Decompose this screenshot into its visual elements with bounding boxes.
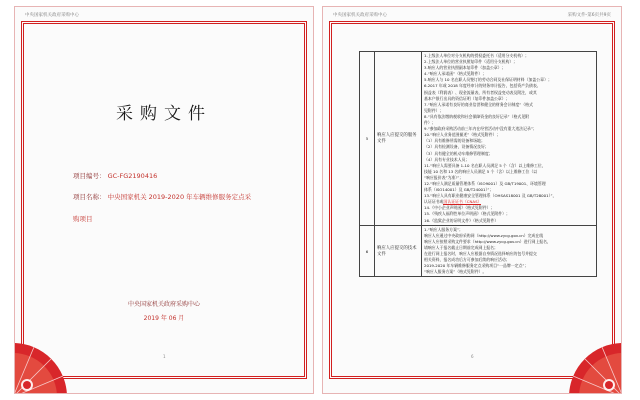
row-content xyxy=(422,52,597,226)
page-header-left: 中央国家机关政府采购中心 xyxy=(333,13,387,18)
row-number: 5 xyxy=(360,52,375,226)
issuer: 中央国家机关政府采购中心 xyxy=(127,301,200,308)
content-line: 2019-2020 年车辆维修服务定点采购项目“一品牌一定点”； xyxy=(424,263,529,269)
project-number-value: GC-FG2190416 xyxy=(107,172,158,180)
page-number: 6 xyxy=(471,354,474,359)
content-line: 7.“响应人承诺有良好的商业信誉和健全的财务会计制度”（格式 xyxy=(424,101,533,107)
table-row xyxy=(360,52,597,226)
content-line: 体系（ISO14001）及 GB/T24001）”； xyxy=(424,187,494,193)
document-title: 采购文件 xyxy=(116,104,212,124)
content-line: 1.“响应人服务方案”； xyxy=(424,226,463,232)
content-line: 10.“响应人业务范围描述”（格式见附件）； xyxy=(424,132,501,138)
content-line: 响应人应通过中央政府采购网（http://www.zycg.gov.cn）完成在线 xyxy=(424,232,544,238)
content-line: 14.《中小企业声明函》（格式见附件）； xyxy=(424,205,495,211)
content-line: 15.《残疾人福利性单位声明函》（格式见附件）； xyxy=(424,211,510,217)
content-line: 基本户银行出具的资信证明（复印件加盖公章）； xyxy=(424,95,510,101)
content-line: 9.“参加政府采购活动前三年内在经营活动中没有重大违法记录”； xyxy=(424,126,537,132)
page-header: 采购文件-第6页共9页 xyxy=(567,13,611,18)
content-line: 8.“具有依法缴纳税收和社会保障资金的良好记录”（格式见附 xyxy=(424,113,530,119)
row-content xyxy=(422,225,597,277)
content-line: （1）具有维修所需的设备和场地； xyxy=(424,138,485,144)
row-category: 响应人应提交的技术文件 xyxy=(375,225,422,277)
content-line: 技能 10 名和 13 名的响应人员满足 5 个（含）以上维修工位（以 xyxy=(424,168,538,174)
project-name-value-cont: 购项目 xyxy=(73,215,93,223)
table-row xyxy=(360,225,597,277)
page-number: 1 xyxy=(163,354,166,359)
row-number: 6 xyxy=(360,225,375,277)
content-line: “响应人服务方案”（格式见附件）。 xyxy=(424,269,487,275)
content-line: 1.上级法人单位对分支机构的授权委托书（适用分支机构）； xyxy=(424,53,529,58)
content-line: 请响应人于报名截止日期前完成网上报名； xyxy=(424,244,498,250)
project-name xyxy=(73,192,251,201)
content-line: 11.“响应人需要具备 1-10 名在职人员满足 5 个（含）以上维修工位， xyxy=(424,162,546,168)
content-line: 16.《监狱企业的证明文件》（格式见附件） xyxy=(424,217,499,223)
issue-date: 2019 年 06 月 xyxy=(143,315,185,322)
content-line: 2.上级法人单位的营业执照复印件（适用分支机构）； xyxy=(424,59,518,65)
content-line: 见附件）； xyxy=(424,107,444,113)
content-line: 5.响应人与 10 名在职人员签订的劳动合同及社保证明材料（加盖公章）； xyxy=(424,77,552,83)
content-line: （3）具有健全的机动车维修管理制度； xyxy=(424,150,493,156)
row-category: 响应人应提交的服务文件 xyxy=(375,52,422,226)
project-name-value: 中央国家机关 2019-2020 年车辆维修服务定点采 xyxy=(107,193,252,201)
content-line: “响应报价表”为准）”； xyxy=(424,174,464,180)
content-line: 4.“响应人承诺函”（格式见附件）； xyxy=(424,71,487,77)
content-line: 6.2017 年或 2018 年度经审计的财务审计报告，包括资产负债表、 xyxy=(424,83,541,89)
paper-fan-decoration xyxy=(14,339,87,394)
project-name-label: 项目名称： xyxy=(73,193,106,201)
content-line: 12.“响应人满足质量管理体系（ISO9001）及 GB/T19001、环境管理 xyxy=(424,180,546,186)
cover-page xyxy=(14,6,314,394)
content-line: （4）具有专业技术人员； xyxy=(424,156,470,162)
page-header: 中央国家机关政府采购中心 xyxy=(25,13,79,18)
content-line: 件）； xyxy=(424,120,436,126)
highlighted-text: 国认证证书（CNAS） xyxy=(443,199,482,205)
paper-fan-decoration xyxy=(549,339,622,394)
content-line: 相关资料，报名成功后方可参加后续的响应活动； xyxy=(424,257,510,263)
requirements-page xyxy=(322,6,622,394)
content-line: （2）具有检测设备，设备情况良好； xyxy=(424,144,489,150)
content-line-text: 认证证书或 xyxy=(424,199,444,205)
project-number xyxy=(73,171,157,180)
content-line: 响应人应按照采购文件要求（http://www.zycg.gov.cn）进行网上报名， xyxy=(424,238,551,244)
content-line: 损益表（利润表）、现金流量表、所有者权益变动表及附注，或其 xyxy=(424,89,537,95)
content-line: 在进行网上报名时，响应人应根据自身情况选择响应的包号并提交 xyxy=(424,251,537,256)
project-number-label: 项目编号： xyxy=(73,172,106,180)
content-line: 3.响应人的营业执照副本复印件（加盖公章）； xyxy=(424,65,506,71)
content-line: 13.“响应人具有职业健康安全管理体系（OHSAS18001 及 GB/T28001）”， xyxy=(424,193,557,199)
requirements-table xyxy=(359,51,597,277)
